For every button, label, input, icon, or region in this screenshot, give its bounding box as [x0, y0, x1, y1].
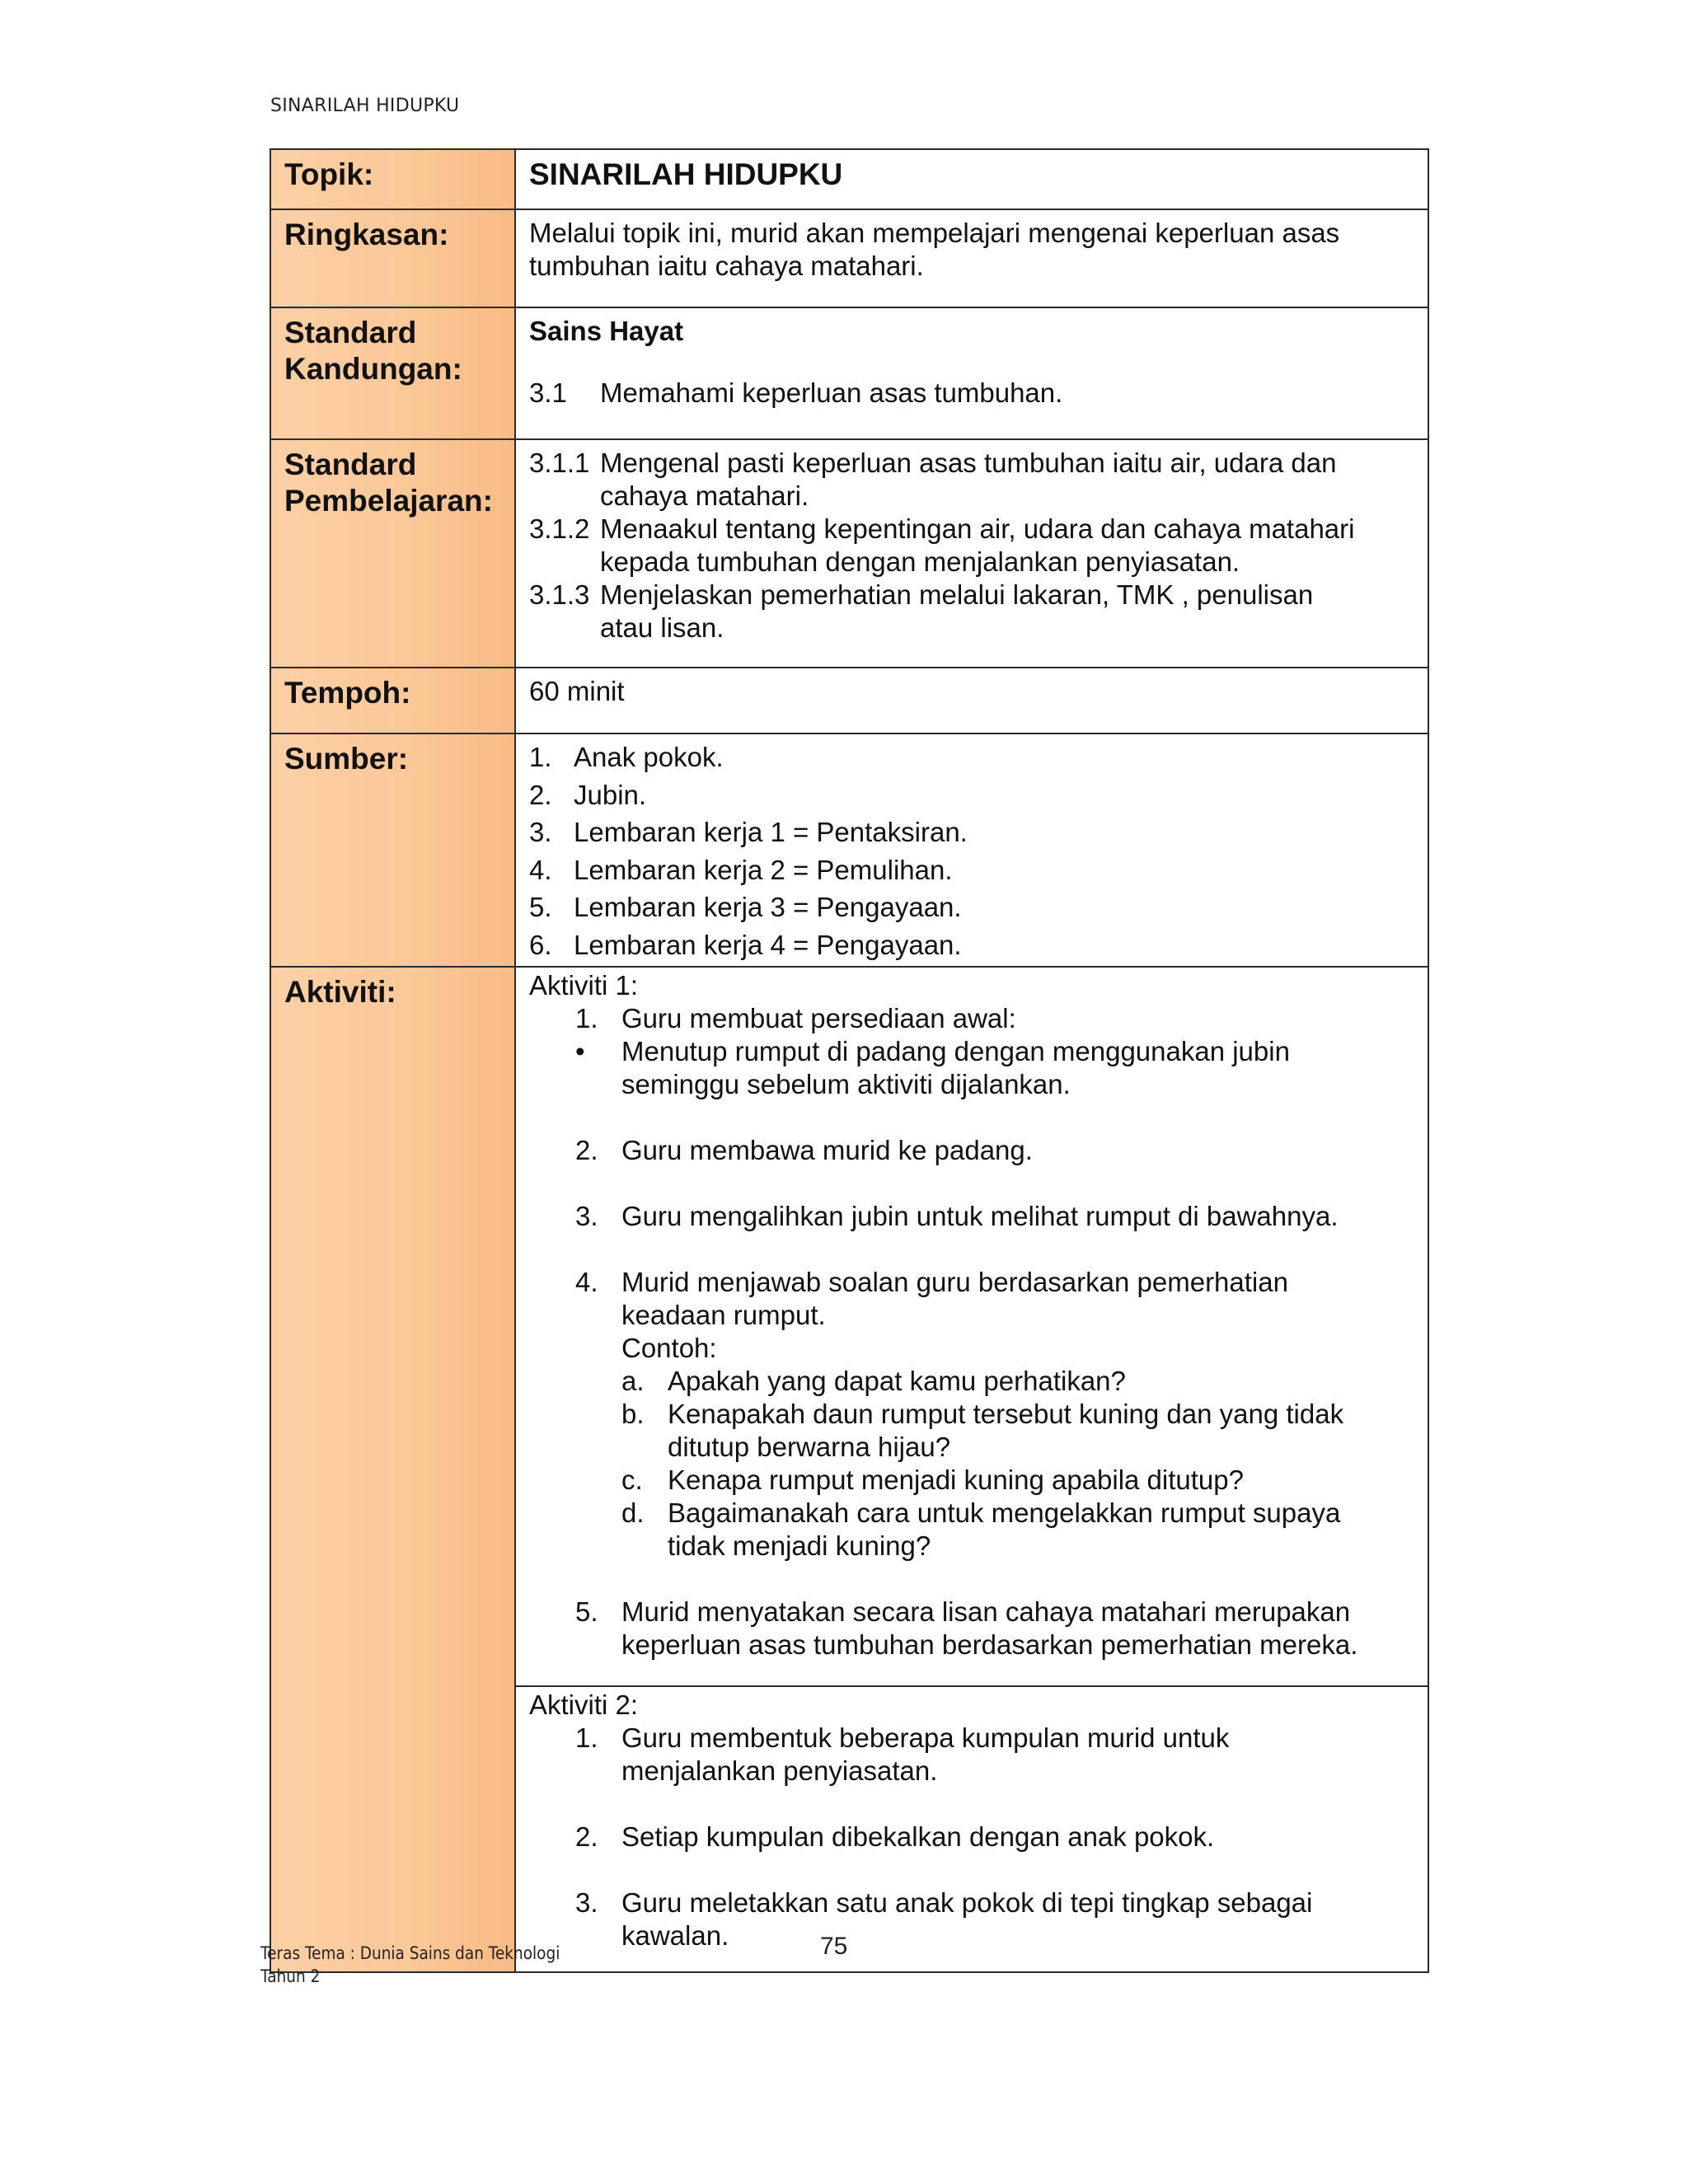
- content-item: 3.1 Memahami keperluan asas tumbuhan.: [529, 377, 1063, 408]
- row-sumber: [270, 733, 1428, 967]
- label-standard-pembelajaran: Standard Pembelajaran:: [270, 439, 515, 668]
- activity-1: Aktiviti 1: 1. Guru membuat persediaan awal: • Menutup rumput di padang dengan menggunakan jubin seminggu sebelum aktiviti dijalankan. 2. Guru membawa murid ke padang. 3. Guru mengalihkan jubin untuk melihat rumput di bawahnya. 4. Murid menjawab soalan guru berdasarkan pemerhatian keadaan rumput. Contoh: a. Apakah yang dapat kamu perhatikan? b. Kenapakah daun rumput tersebut kuning dan yang tidak ditutup berwarna hijau? c. Kenapa rumput menjadi kuning apabila ditutup? d. Bagaimanakah cara untuk mengelakkan rumput supaya tidak menjadi kuning? 5. Murid menyatakan secara lisan cahaya matahari merupakan keperluan asas tumbuhan berdasarkan pemerhatian mereka.: [529, 968, 1414, 1661]
- resources-list: [529, 734, 1414, 966]
- list-item: 6. Lembaran kerja 4 = Pengayaan.: [529, 929, 962, 960]
- row-standard-pembelajaran: [270, 439, 1428, 668]
- row-topik: [270, 149, 1428, 209]
- label-topik: Topik:: [270, 149, 515, 209]
- label-standard-kandungan: Standard Kandungan:: [270, 307, 515, 439]
- label-aktiviti: Aktiviti:: [270, 967, 515, 1972]
- row-tempoh: [270, 668, 1428, 733]
- activity-1-title: Aktiviti 1:: [529, 970, 639, 1001]
- list-item: 5. Lembaran kerja 3 = Pengayaan.: [529, 892, 962, 922]
- learning-standard-item: 3.1.1 Mengenal pasti keperluan asas tumbuhan iaitu air, udara dan cahaya matahari.: [529, 448, 1337, 511]
- list-item: 4. Lembaran kerja 2 = Pemulihan.: [529, 854, 953, 885]
- list-item: 1. Anak pokok.: [529, 742, 724, 772]
- learning-standard-item: 3.1.2 Menaakul tentang kepentingan air, udara dan cahaya matahari kepada tumbuhan dengan menjalankan penyiasatan.: [529, 513, 1355, 577]
- duration-value: 60 minit: [529, 676, 625, 706]
- row-aktiviti-1: [270, 967, 1428, 1686]
- summary-text: Melalui topik ini, murid akan mempelajari mengenai keperluan asas tumbuhan iaitu cahaya matahari.: [529, 218, 1340, 281]
- row-ringkasan: [270, 209, 1428, 307]
- row-standard-kandungan: [270, 307, 1428, 439]
- list-item: 3. Lembaran kerja 1 = Pentaksiran.: [529, 817, 968, 847]
- label-sumber: Sumber:: [270, 733, 515, 967]
- content-heading: Sains Hayat: [529, 316, 684, 346]
- learning-standards-list: [529, 440, 1414, 644]
- footer-text: Teras Tema : Dunia Sains dan Teknologi Tahun 2: [260, 1943, 560, 1986]
- list-item: 2. Jubin.: [529, 779, 647, 810]
- bullet-icon: •: [575, 1036, 585, 1066]
- lesson-plan-table: [270, 148, 1429, 1973]
- activity-2-title: Aktiviti 2:: [529, 1690, 639, 1720]
- topic-title: SINARILAH HIDUPKU: [529, 157, 843, 191]
- page-number: 75: [820, 1933, 848, 1960]
- label-tempoh: Tempoh:: [270, 668, 515, 733]
- learning-standard-item: 3.1.3 Menjelaskan pemerhatian melalui lakaran, TMK , penulisan atau lisan.: [529, 579, 1314, 643]
- running-head: SINARILAH HIDUPKU: [270, 96, 460, 116]
- label-ringkasan: Ringkasan:: [270, 209, 515, 307]
- activity-2: Aktiviti 2: 1. Guru membentuk beberapa kumpulan murid untuk menjalankan penyiasatan. 2. Setiap kumpulan dibekalkan dengan anak pokok. 3. Guru meletakkan satu anak pokok di tepi tingkap sebagai kawalan.: [529, 1687, 1414, 1952]
